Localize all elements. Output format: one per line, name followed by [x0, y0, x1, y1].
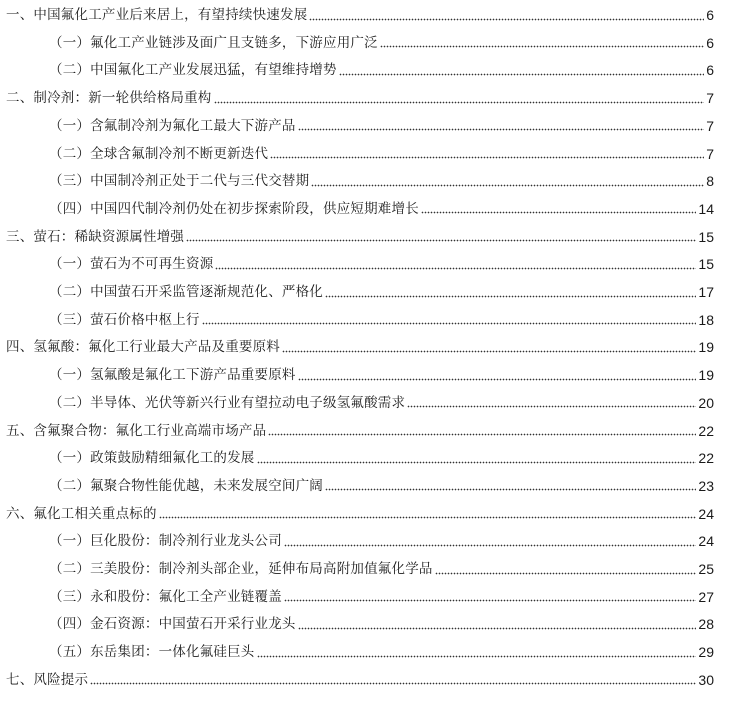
toc-entry-title: （一）氢氟酸是氟化工下游产品重要原料 — [49, 367, 296, 384]
toc-section-entry[interactable] — [0, 2, 714, 24]
toc-entry-title: 六、氟化工相关重点标的 — [6, 505, 157, 522]
toc-page-number: 28 — [698, 616, 714, 633]
toc-page-number: 7 — [706, 90, 714, 107]
toc-entry-title: （三）永和股份：氟化工全产业链覆盖 — [49, 588, 282, 605]
toc-entry-title: 二、制冷剂：新一轮供给格局重构 — [6, 90, 212, 107]
toc-subsection-entry[interactable] — [0, 473, 714, 495]
toc-subsection-entry[interactable] — [0, 57, 714, 79]
toc-page-number: 15 — [698, 256, 714, 273]
toc-subsection-entry[interactable] — [0, 611, 714, 633]
toc-dot-leader — [282, 349, 696, 353]
toc-dot-leader — [90, 682, 696, 686]
toc-page-number: 23 — [698, 477, 714, 494]
toc-dot-leader — [311, 183, 704, 187]
toc-entry-title: 三、萤石：稀缺资源属性增强 — [6, 228, 185, 245]
toc-dot-leader — [298, 626, 697, 630]
toc-subsection-entry[interactable] — [0, 639, 714, 661]
toc-page-number: 22 — [698, 450, 714, 467]
toc-page-number: 18 — [698, 311, 714, 328]
toc-dot-leader — [284, 599, 697, 603]
toc-section-entry[interactable] — [0, 667, 714, 689]
toc-entry-title: 四、氢氟酸：氟化工行业最大产品及重要原料 — [6, 339, 280, 356]
toc-page-number: 30 — [698, 671, 714, 688]
toc-entry-title: （四）金石资源：中国萤石开采行业龙头 — [49, 616, 296, 633]
toc-page-number: 19 — [698, 367, 714, 384]
toc-subsection-entry[interactable] — [0, 279, 714, 301]
toc-subsection-entry[interactable] — [0, 390, 714, 412]
toc-page-number: 29 — [698, 644, 714, 661]
toc-page-number: 19 — [698, 339, 714, 356]
toc-dot-leader — [268, 433, 696, 437]
toc-entry-title: 五、含氟聚合物：氟化工行业高端市场产品 — [6, 422, 267, 439]
toc-dot-leader — [284, 543, 697, 547]
toc-entry-title: （一）政策鼓励精细氟化工的发展 — [49, 450, 255, 467]
toc-entry-title: （二）半导体、光伏等新兴行业有望拉动电子级氢氟酸需求 — [49, 394, 406, 411]
toc-dot-leader — [421, 211, 697, 215]
toc-page-number: 22 — [698, 422, 714, 439]
toc-page-number: 6 — [706, 34, 714, 51]
toc-page-number: 20 — [698, 394, 714, 411]
toc-dot-leader — [435, 571, 697, 575]
toc-dot-leader — [407, 405, 696, 409]
toc-entry-title: 一、中国氟化工产业后来居上，有望持续快速发展 — [6, 7, 308, 23]
toc-dot-leader — [380, 45, 704, 49]
toc-page-number: 25 — [698, 561, 714, 577]
toc-entry-title: （四）中国四代制冷剂仍处在初步探索阶段，供应短期难增长 — [49, 200, 419, 217]
toc-page-number: 27 — [698, 588, 714, 605]
toc-subsection-entry[interactable] — [0, 584, 714, 606]
toc-entry-title: （三）萤石价格中枢上行 — [49, 311, 200, 328]
toc-dot-leader — [257, 654, 697, 658]
toc-entry-title: （一）萤石为不可再生资源 — [49, 256, 214, 273]
toc-section-entry[interactable] — [0, 501, 714, 523]
toc-dot-leader — [215, 266, 696, 270]
toc-entry-title: （一）巨化股份：制冷剂行业龙头公司 — [49, 533, 282, 550]
toc-section-entry[interactable] — [0, 224, 714, 246]
toc-page-number: 7 — [706, 145, 714, 162]
toc-subsection-entry[interactable] — [0, 168, 714, 190]
toc-subsection-entry[interactable] — [0, 141, 714, 163]
toc-page-number: 8 — [706, 173, 714, 190]
toc-dot-leader — [159, 516, 697, 520]
toc-page-number: 6 — [706, 7, 714, 23]
toc-dot-leader — [325, 294, 696, 298]
toc-page-number: 6 — [706, 62, 714, 79]
toc-entry-title: （二）中国萤石开采监管逐渐规范化、严格化 — [49, 284, 323, 300]
toc-section-entry[interactable] — [0, 334, 714, 356]
toc-section-entry[interactable] — [0, 418, 714, 440]
toc-entry-title: （二）中国氟化工产业发展迅猛，有望维持增势 — [49, 62, 337, 79]
toc-subsection-entry[interactable] — [0, 113, 714, 135]
toc-page-number: 15 — [698, 228, 714, 245]
toc-dot-leader — [257, 460, 697, 464]
toc-dot-leader — [309, 17, 704, 21]
toc-entry-title: （一）含氟制冷剂为氟化工最大下游产品 — [49, 117, 296, 134]
toc-dot-leader — [325, 488, 696, 492]
toc-subsection-entry[interactable] — [0, 307, 714, 329]
toc-dot-leader — [214, 100, 705, 104]
toc-entry-title: （五）东岳集团：一体化氟硅巨头 — [49, 644, 255, 661]
toc-dot-leader — [202, 322, 697, 326]
toc-page-number: 17 — [698, 284, 714, 300]
toc-section-entry[interactable] — [0, 85, 714, 107]
toc-dot-leader — [298, 128, 705, 132]
toc-dot-leader — [339, 72, 705, 76]
toc-page-number: 24 — [698, 505, 714, 522]
toc-entry-title: （二）全球含氟制冷剂不断更新迭代 — [49, 145, 269, 162]
toc-subsection-entry[interactable] — [0, 196, 714, 218]
toc-dot-leader — [186, 239, 696, 243]
toc-page-number: 24 — [698, 533, 714, 550]
toc-dot-leader — [270, 156, 704, 160]
toc-entry-title: （二）三美股份：制冷剂头部企业，延伸布局高附加值氟化学品 — [49, 561, 433, 577]
toc-page-number: 7 — [706, 117, 714, 134]
toc-subsection-entry[interactable] — [0, 251, 714, 273]
toc-subsection-entry[interactable] — [0, 556, 714, 578]
toc-subsection-entry[interactable] — [0, 445, 714, 467]
toc-dot-leader — [298, 377, 697, 381]
toc-subsection-entry[interactable] — [0, 362, 714, 384]
toc-page-number: 14 — [698, 200, 714, 217]
toc-entry-title: （二）氟聚合物性能优越，未来发展空间广阔 — [49, 477, 323, 494]
toc-subsection-entry[interactable] — [0, 528, 714, 550]
toc-entry-title: （三）中国制冷剂正处于二代与三代交替期 — [49, 173, 310, 190]
toc-subsection-entry[interactable] — [0, 30, 714, 52]
toc-entry-title: （一）氟化工产业链涉及面广且支链多，下游应用广泛 — [49, 34, 378, 51]
toc-entry-title: 七、风险提示 — [6, 671, 89, 688]
